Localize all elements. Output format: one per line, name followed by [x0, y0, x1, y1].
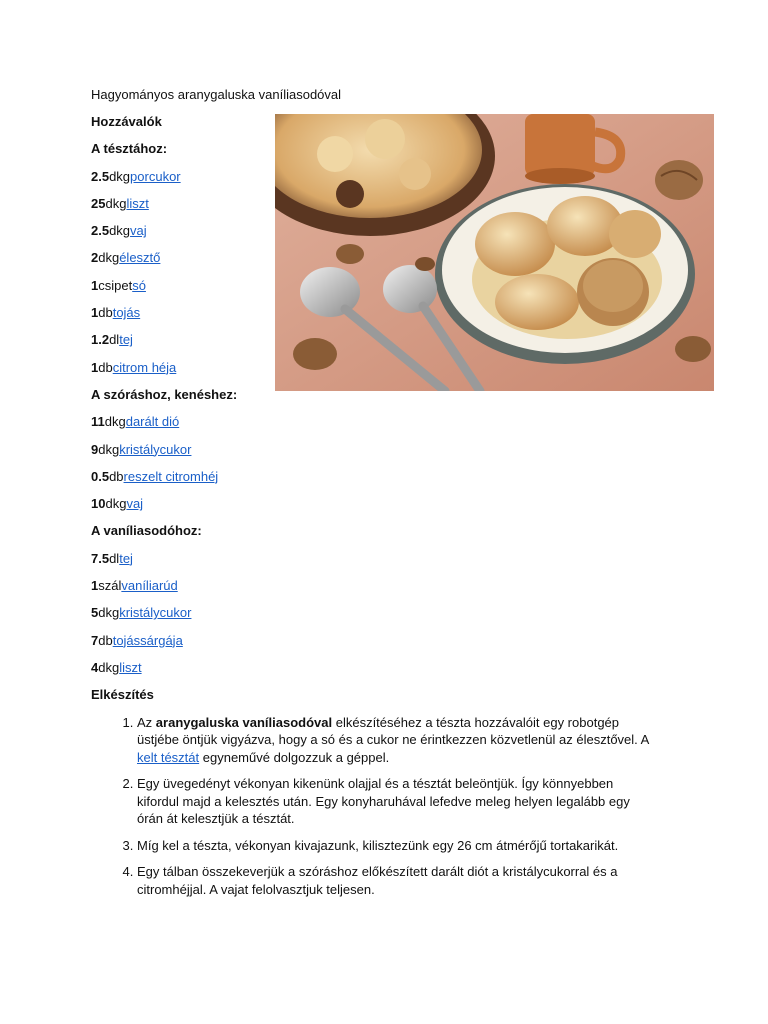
section-heading-dough: A tésztához: [91, 141, 168, 157]
preparation-steps [91, 714, 657, 899]
ingredient-unit: db [98, 632, 113, 648]
ingredient-unit: csipet [98, 277, 133, 293]
ingredient-row [91, 222, 691, 241]
ingredient-unit: dkg [105, 496, 127, 512]
ingredient-qty: 1 [91, 277, 99, 293]
ingredient-link[interactable]: reszelt citromhéj [123, 468, 219, 484]
step-item: 4. Egy tálban összekeverjük a szóráshoz előkészített darált diót a kristálycukorral és a citromhéjjal. A vajat felolvasztjuk teljesen. [137, 863, 657, 898]
ingredient-qty: 7 [91, 632, 99, 648]
ingredient-qty: 1 [91, 359, 99, 375]
ingredient-link[interactable]: darált dió [125, 414, 180, 430]
ingredient-row [91, 304, 691, 323]
ingredient-row [91, 468, 691, 487]
ingredient-qty: 10 [91, 496, 106, 512]
ingredient-unit: db [109, 468, 124, 484]
ingredient-link[interactable]: só [132, 277, 146, 293]
ingredient-unit: db [98, 359, 113, 375]
step-text: Az [137, 714, 156, 730]
ingredient-link[interactable]: tojás [112, 305, 141, 321]
ingredient-qty: 0.5 [91, 468, 110, 484]
ingredient-row [91, 632, 691, 651]
ingredient-link[interactable]: liszt [119, 659, 142, 675]
step-text: egyneművé dolgozzuk a géppel. [199, 749, 390, 765]
preparation-heading: Elkészítés [91, 687, 154, 703]
ingredient-row [91, 413, 691, 432]
ingredient-row [91, 277, 691, 296]
ingredient-row [91, 195, 691, 214]
ingredient-qty: 9 [91, 441, 99, 457]
ingredient-row [91, 331, 691, 350]
ingredient-qty: 5 [91, 605, 99, 621]
ingredient-qty: 7.5 [91, 550, 110, 566]
ingredient-link[interactable]: liszt [126, 195, 149, 211]
ingredient-row [91, 249, 691, 268]
ingredient-qty: 11 [91, 414, 105, 430]
ingredient-qty: 2 [91, 250, 99, 266]
ingredient-unit: dkg [104, 414, 126, 430]
ingredient-row [91, 577, 691, 596]
ingredient-link[interactable]: tojássárgája [112, 632, 183, 648]
ingredient-qty: 2.5 [91, 223, 110, 239]
ingredient-unit: dkg [109, 168, 131, 184]
ingredient-unit: dkg [109, 223, 131, 239]
ingredient-link[interactable]: tej [119, 332, 133, 348]
step-item [137, 714, 657, 767]
ingredient-row [91, 659, 691, 678]
ingredient-unit: dkg [98, 250, 120, 266]
ingredient-unit: db [98, 305, 113, 321]
ingredients-heading: Hozzávalók [91, 114, 162, 129]
ingredient-row [91, 359, 691, 378]
ingredient-link[interactable]: kristálycukor [119, 441, 192, 457]
section-heading-custard: A vaníliasodóhoz: [91, 523, 202, 539]
recipe-title: Hagyományos aranygaluska vaníliasodóval [91, 87, 342, 102]
ingredient-qty: 1 [91, 578, 99, 594]
section-heading-topping: A szóráshoz, kenéshez: [91, 386, 238, 402]
ingredient-qty: 4 [91, 659, 99, 675]
recipe-document [91, 86, 691, 907]
ingredient-link[interactable]: porcukor [130, 168, 181, 184]
ingredient-row [91, 604, 691, 623]
ingredient-link[interactable]: citrom héja [112, 359, 177, 375]
ingredient-row [91, 550, 691, 569]
ingredient-qty: 1 [91, 305, 99, 321]
step-item: 2. Egy üvegedényt vékonyan kikenünk olajjal és a tésztát beleöntjük. Így könnyebben kifordul majd a kelesztés után. Egy konyharuhával lefedve meleg helyen legalább egy órán át kelesztjük a tésztát. [137, 775, 657, 828]
step-bold-text: aranygaluska vaníliasodóval [155, 714, 333, 730]
ingredient-unit: dkg [98, 441, 120, 457]
ingredient-row [91, 168, 691, 187]
ingredient-qty: 25 [91, 195, 106, 211]
ingredient-unit: dkg [98, 605, 120, 621]
ingredient-unit: dl [109, 332, 120, 348]
ingredient-link[interactable]: vaj [130, 223, 147, 239]
ingredient-qty: 1.2 [91, 332, 110, 348]
step-item: 3. Míg kel a tészta, vékonyan kivajazunk, kilisztezünk egy 26 cm átmérőjű tortakarikát. [137, 837, 657, 855]
ingredient-qty: 2.5 [91, 168, 110, 184]
ingredient-unit: szál [98, 578, 122, 594]
ingredient-link[interactable]: vaj [126, 496, 144, 512]
ingredient-link[interactable]: kristálycukor [119, 605, 192, 621]
ingredient-link[interactable]: vaníliarúd [121, 578, 178, 594]
ingredient-unit: dkg [98, 659, 120, 675]
ingredient-link[interactable]: élesztő [119, 250, 161, 266]
step-text: elkészítéséhez a tészta hozzávalóit egy robotgép üstjébe öntjük vigyázva, hogy a só és a cukor ne érintkezzen közvetlenül az élesztővel. A [137, 714, 649, 748]
ingredient-unit: dl [109, 550, 120, 566]
ingredient-row [91, 495, 691, 514]
ingredient-link[interactable]: tej [119, 550, 133, 566]
ingredient-unit: dkg [105, 195, 127, 211]
ingredient-row [91, 441, 691, 460]
kelt-teszta-link[interactable]: kelt tésztát [137, 749, 200, 765]
